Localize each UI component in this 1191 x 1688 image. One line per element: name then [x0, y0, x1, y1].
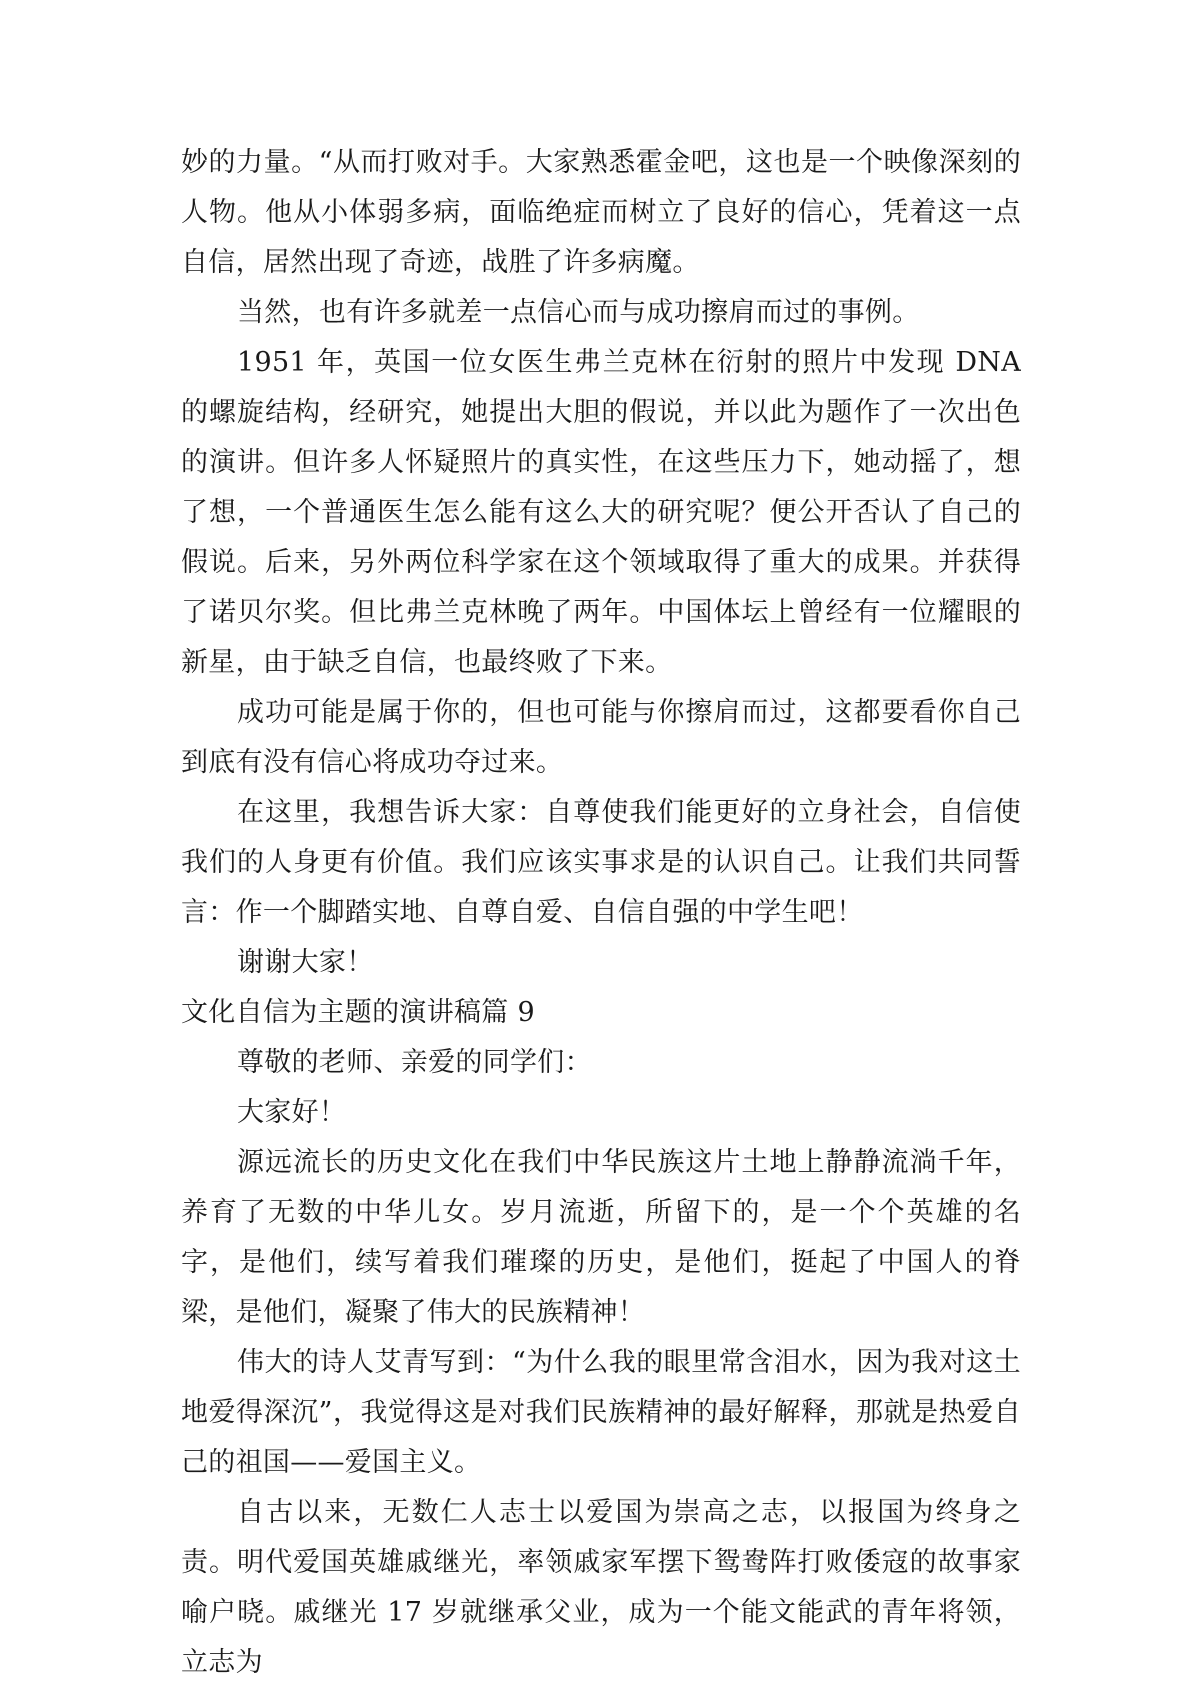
document-body [181, 138, 1021, 1688]
paragraph: 大家好！ [237, 1097, 347, 1128]
paragraph: 谢谢大家！ [237, 947, 374, 978]
paragraph: 在这里，我想告诉大家：自尊使我们能更好的立身社会，自信使我们的人身更有价值。我们应该实事求是的认识自己。让我们共同誓言：作一个脚踏实地、自尊自爱、自信自强的中学生吧！ [181, 797, 1021, 928]
paragraph: 成功可能是属于你的，但也可能与你擦肩而过，这都要看你自己到底有没有信心将成功夺过来。 [181, 697, 1021, 778]
paragraph: 源远流长的历史文化在我们中华民族这片土地上静静流淌千年，养育了无数的中华儿女。岁月流逝，所留下的，是一个个英雄的名字，是他们，续写着我们璀璨的历史，是他们，挺起了中国人的脊梁，是他们，凝聚了伟大的民族精神！ [181, 1147, 1021, 1328]
section-heading: 文化自信为主题的演讲稿篇 9 [181, 997, 535, 1028]
paragraph: 1951 年，英国一位女医生弗兰克林在衍射的照片中发现 DNA 的螺旋结构，经研究，她提出大胆的假说，并以此为题作了一次出色的演讲。但许多人怀疑照片的真实性，在这些压力下，她动摇了，想了想，一个普通医生怎么能有这么大的研究呢？便公开否认了自己的假说。后来，另外两位科学家在这个领域取得了重大的成果。并获得了诺贝尔奖。但比弗兰克林晚了两年。中国体坛上曾经有一位耀眼的新星，由于缺乏自信，也最终败了下来。 [181, 347, 1021, 678]
paragraph: 自古以来，无数仁人志士以爱国为崇高之志，以报国为终身之责。明代爱国英雄戚继光，率领戚家军摆下鸳鸯阵打败倭寇的故事家喻户晓。戚继光 17 岁就继承父业，成为一个能文能武的青年将领，立志为 [181, 1497, 1021, 1678]
paragraph: 尊敬的老师、亲爱的同学们： [237, 1047, 592, 1078]
paragraph: 妙的力量。“从而打败对手。大家熟悉霍金吧，这也是一个映像深刻的人物。他从小体弱多病，面临绝症而树立了良好的信心，凭着这一点自信，居然出现了奇迹，战胜了许多病魔。 [181, 147, 1021, 278]
paragraph: 当然，也有许多就差一点信心而与成功擦肩而过的事例。 [237, 297, 920, 328]
paragraph: 伟大的诗人艾青写到：“为什么我的眼里常含泪水，因为我对这土地爱得深沉”，我觉得这是对我们民族精神的最好解释，那就是热爱自己的祖国——爱国主义。 [181, 1347, 1021, 1478]
